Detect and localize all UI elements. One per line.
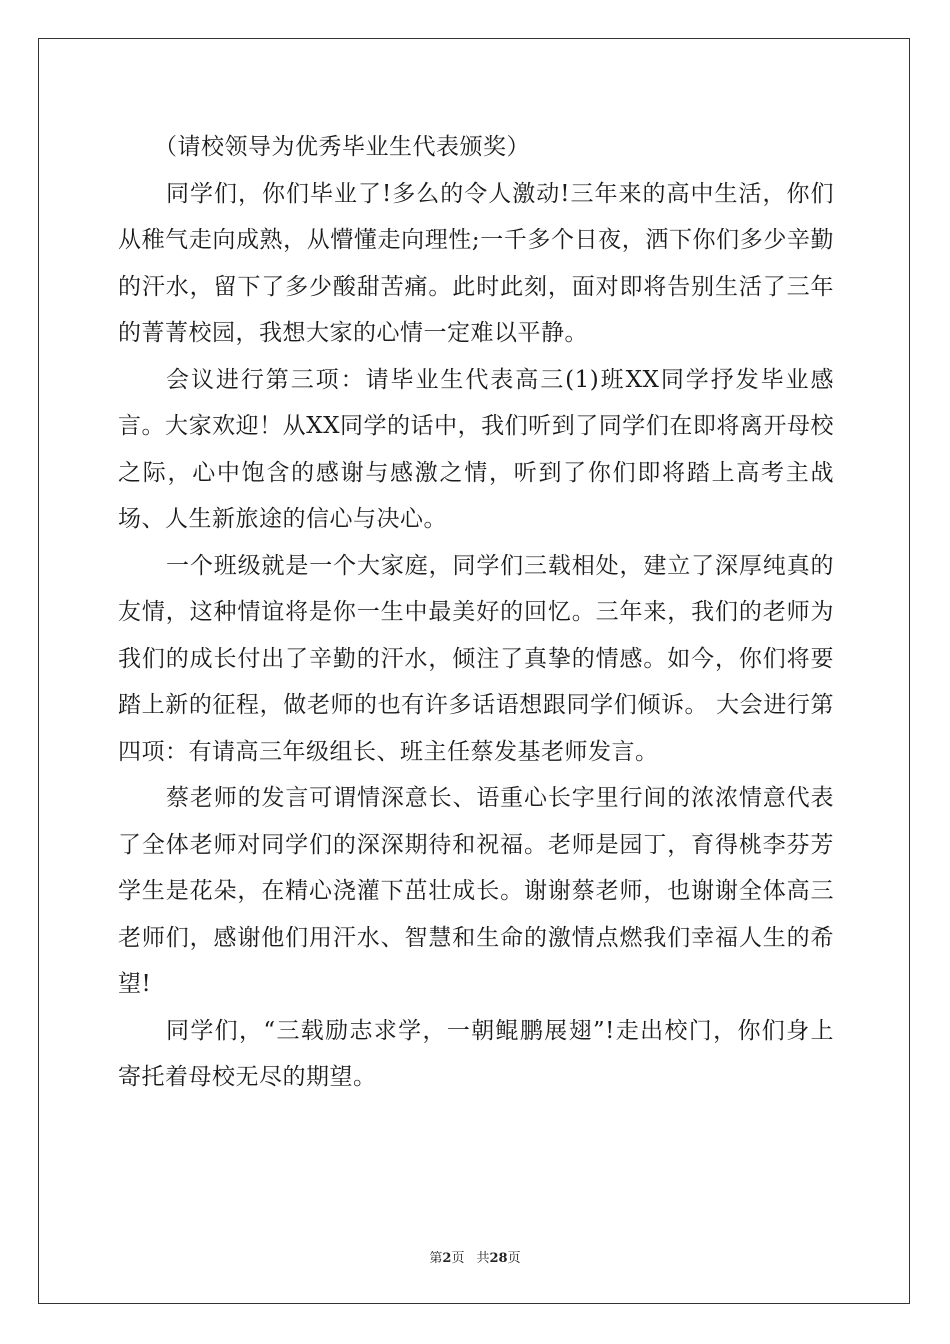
teacher-speech-paragraph: 蔡老师的发言可谓情深意长、语重心长字里行间的浓浓情意代表了全体老师对同学们的深深期待和祝福。老师是园丁，育得桃李芬芳学生是花朵，在精心浇灌下茁壮成长。谢谢蔡老师，也谢谢全体高三老师们，感谢他们用汗水、智慧和生命的激情点燃我们幸福人生的希望!	[118, 785, 834, 997]
current-page-number: 2	[442, 1251, 452, 1266]
total-unit: 页	[507, 1251, 521, 1266]
total-prefix: 共	[476, 1251, 490, 1266]
graduation-congrats-paragraph: 同学们，你们毕业了!多么的令人激动!三年来的高中生活，你们从稚气走向成熟，从懵懂走向理性;一千多个日夜，洒下你们多少辛勤的汗水，留下了多少酸甜苦痛。此时此刻，面对即将告别生活了三年的菁菁校园，我想大家的心情一定难以平静。	[118, 180, 834, 346]
document-body	[118, 124, 834, 1101]
page-footer	[0, 1247, 950, 1266]
page-prefix: 第	[429, 1251, 443, 1266]
total-page-count: 28	[489, 1251, 508, 1266]
page-unit: 页	[451, 1251, 465, 1266]
closing-paragraph: 同学们，“三载励志求学，一朝鲲鹏展翅”!走出校门，你们身上寄托着母校无尽的期望。	[118, 1017, 834, 1090]
award-note-paragraph: （请校领导为优秀毕业生代表颁奖）	[154, 134, 530, 160]
class-family-paragraph: 一个班级就是一个大家庭，同学们三载相处，建立了深厚纯真的友情，这种情谊将是你一生中最美好的回忆。三年来，我们的老师为我们的成长付出了辛勤的汗水，倾注了真挚的情感。如今，你们将要踏上新的征程，做老师的也有许多话语想跟同学们倾诉。 大会进行第四项：有请高三年级组长、班主任蔡发基老师发言。	[118, 552, 834, 765]
agenda-item-three-paragraph: 会议进行第三项：请毕业生代表高三(1)班XX同学抒发毕业感言。大家欢迎！从XX同学的话中，我们听到了同学们在即将离开母校之际，心中饱含的感谢与感激之情，听到了你们即将踏上高考主战场、人生新旅途的信心与决心。	[118, 366, 834, 532]
